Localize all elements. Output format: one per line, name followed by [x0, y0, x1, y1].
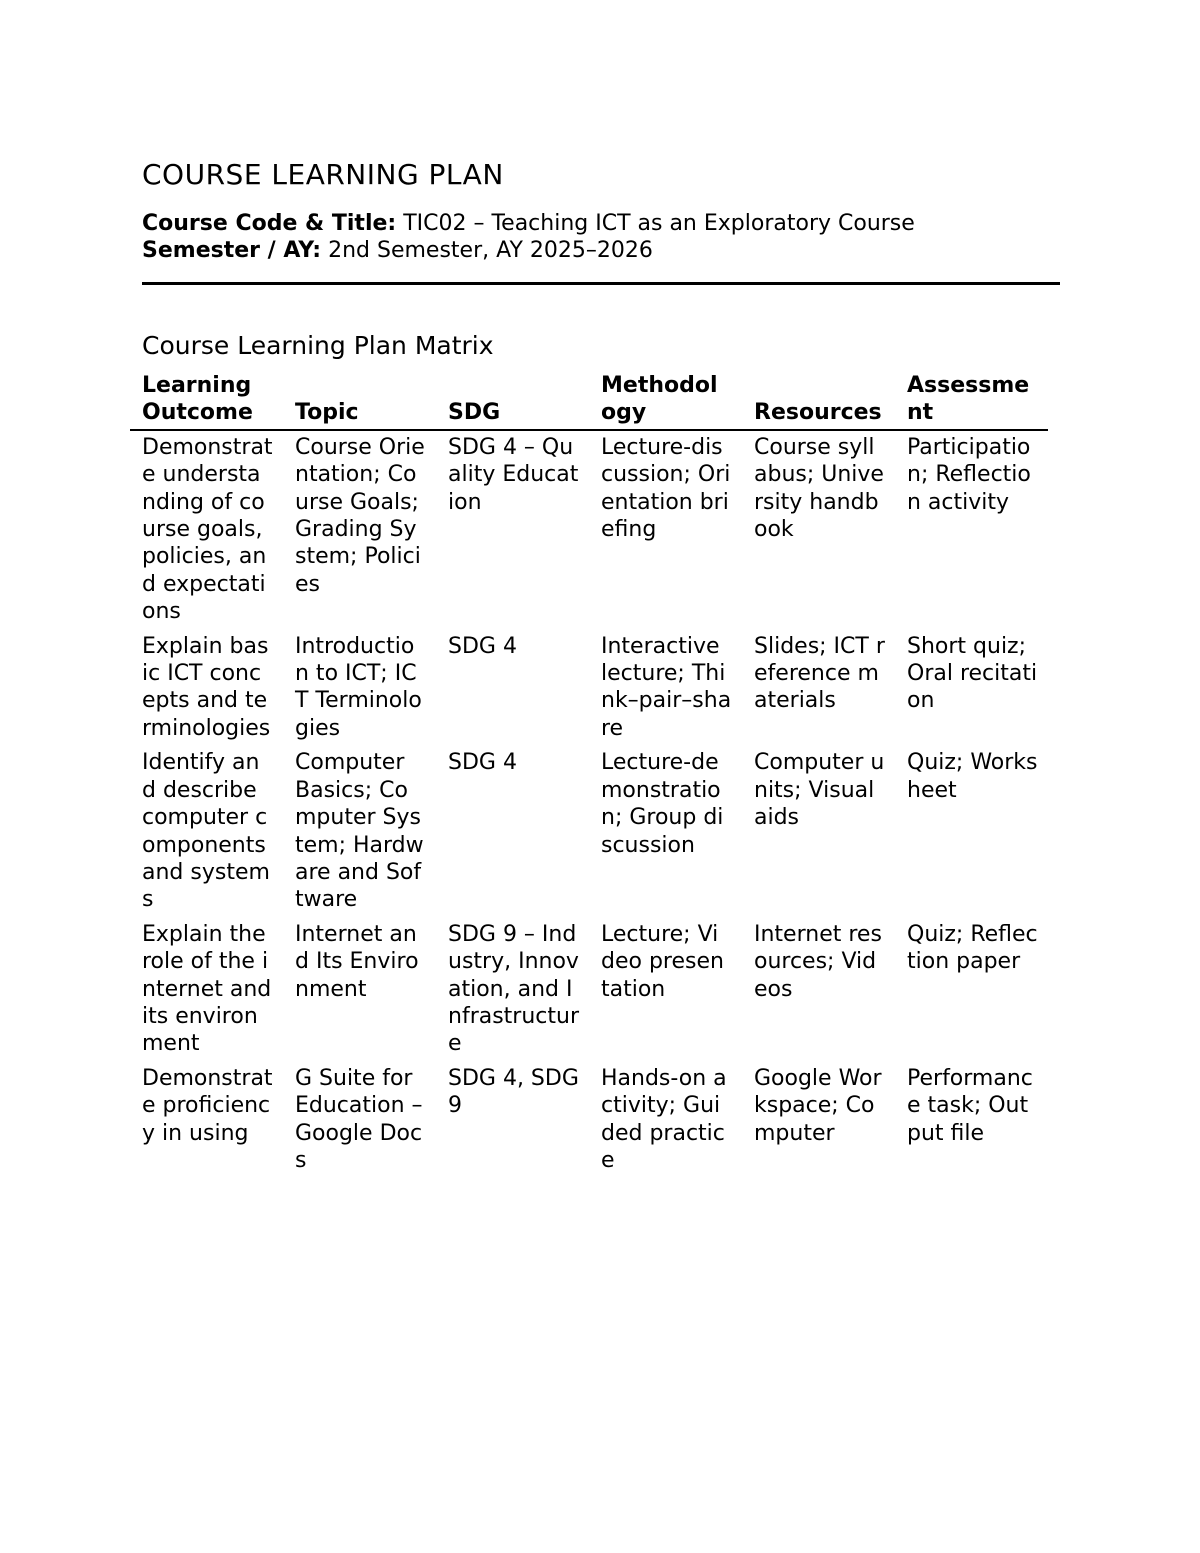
cell-learning-outcome: Demonstrate understanding of course goals, policies, and expectations	[142, 434, 273, 625]
header-topic: Topic	[283, 372, 436, 430]
cell-learning-outcome: Explain basic ICT concepts and terminologies	[142, 633, 271, 741]
cell-assessment: Quiz; Reflection paper	[907, 921, 1038, 975]
table-row	[130, 430, 1048, 633]
cell-assessment: Participation; Reflection activity	[907, 434, 1031, 515]
header-divider	[142, 282, 1060, 285]
cell-topic: Computer Basics; Computer System; Hardware and Software	[295, 750, 424, 913]
header-learning-outcome: Learning Outcome	[130, 372, 283, 430]
cell-methodology: Lecture-demonstration; Group discussion	[601, 750, 724, 858]
document-title: COURSE LEARNING PLAN	[142, 158, 504, 191]
cell-topic: Internet and Its Environment	[295, 921, 419, 1002]
cell-sdg: SDG 4 – Quality Education	[448, 434, 579, 515]
table-row	[130, 749, 1048, 920]
course-code-line	[142, 211, 915, 236]
matrix-header-row	[130, 372, 1048, 430]
cell-resources: Google Workspace; Computer	[754, 1065, 882, 1146]
cell-methodology: Interactive lecture; Think–pair–share	[601, 633, 732, 741]
cell-learning-outcome: Identify and describe computer components and systems	[142, 750, 270, 913]
cell-assessment: Quiz; Worksheet	[907, 750, 1038, 803]
header-sdg: SDG	[436, 372, 589, 430]
semester-value: 2nd Semester, AY 2025–2026	[321, 238, 653, 263]
cell-learning-outcome: Demonstrate proficiency in using	[142, 1065, 273, 1146]
cell-topic: Introduction to ICT; ICT Terminologies	[295, 633, 422, 741]
cell-resources: Computer units; Visual aids	[754, 750, 885, 831]
cell-resources: Course syllabus; University handbook	[754, 434, 884, 543]
cell-sdg: SDG 4, SDG 9	[448, 1065, 579, 1119]
cell-topic: Course Orientation; Course Goals; Grading System; Policies	[295, 434, 425, 597]
course-code-value: TIC02 – Teaching ICT as an Exploratory Course	[396, 211, 915, 236]
table-row	[130, 633, 1048, 750]
header-assessment: Assessment	[895, 372, 1048, 430]
cell-assessment: Short quiz; Oral recitation	[907, 633, 1038, 714]
table-row	[130, 1065, 1048, 1182]
course-code-label: Course Code & Title:	[142, 211, 397, 236]
semester-line	[142, 238, 653, 263]
header-resources: Resources	[742, 372, 895, 430]
cell-sdg: SDG 9 – Industry, Innovation, and Infrastructure	[448, 921, 580, 1057]
cell-methodology: Lecture; Video presentation	[601, 921, 724, 1002]
cell-assessment: Performance task; Output file	[907, 1065, 1033, 1146]
header-methodology: Methodology	[589, 372, 742, 430]
cell-resources: Internet resources; Videos	[754, 921, 882, 1002]
cell-learning-outcome: Explain the role of the internet and its environment	[142, 921, 272, 1057]
cell-resources: Slides; ICT reference materials	[754, 633, 885, 714]
cell-sdg: SDG 4	[448, 633, 517, 659]
cell-methodology: Hands-on activity; Guided practice	[601, 1065, 727, 1173]
cell-sdg: SDG 4	[448, 750, 517, 776]
semester-label: Semester / AY:	[142, 238, 322, 263]
course-learning-plan-matrix	[130, 372, 1048, 1181]
section-title: Course Learning Plan Matrix	[142, 331, 494, 360]
cell-methodology: Lecture-discussion; Orientation briefing	[601, 434, 731, 543]
table-row	[130, 921, 1048, 1065]
cell-topic: G Suite for Education – Google Docs	[295, 1065, 423, 1173]
